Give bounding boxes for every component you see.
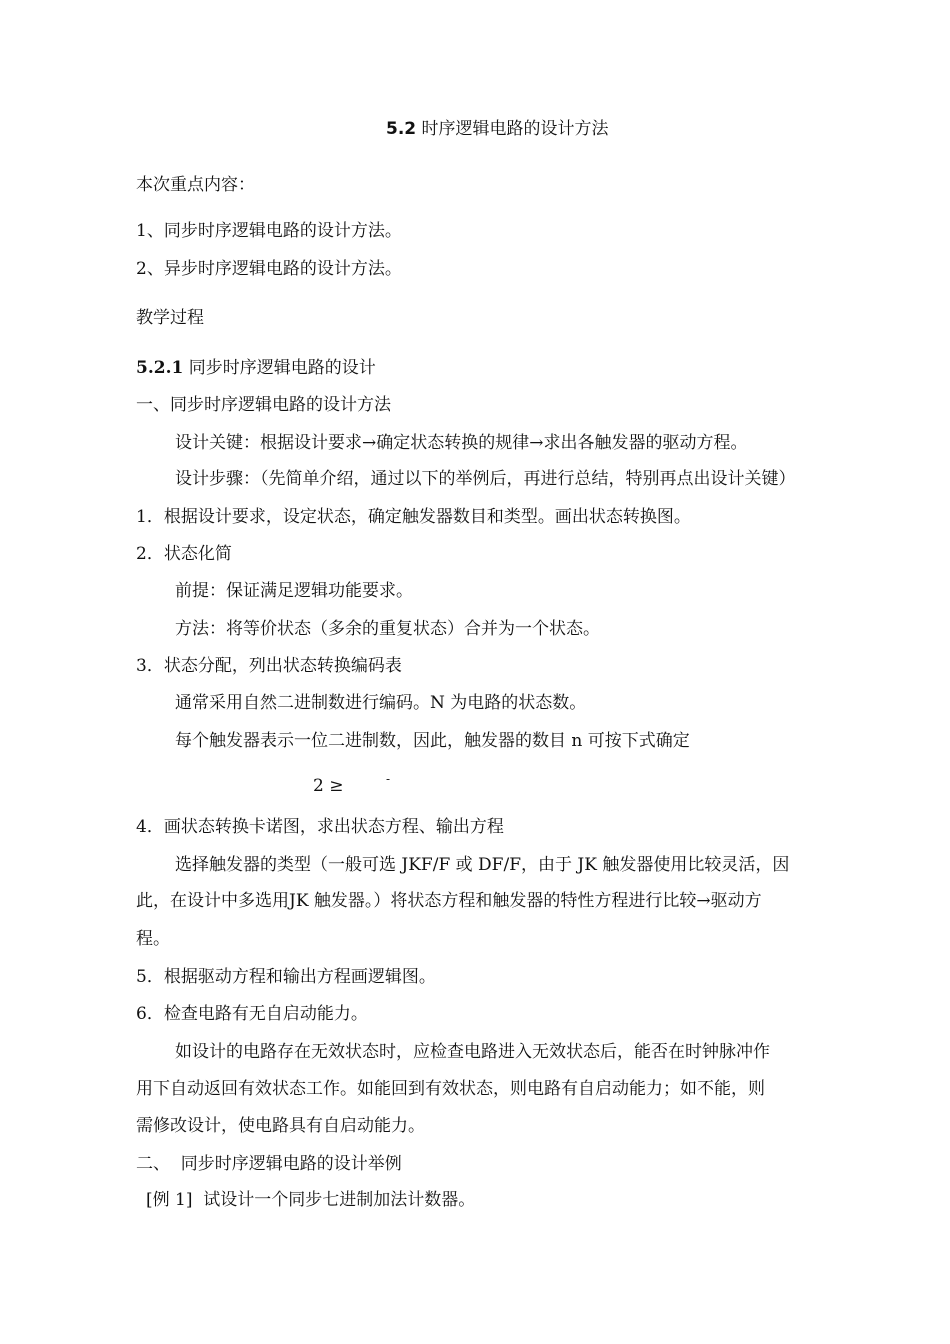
focus-item-1: 1、同步时序逻辑电路的设计方法。 [136, 221, 402, 241]
focus-item-2: 2、异步时序逻辑电路的设计方法。 [136, 259, 402, 279]
section-number: 5.2.1 [136, 358, 184, 378]
design-key: 设计关键：根据设计要求→确定状态转换的规律→求出各触发器的驱动方程。 [175, 433, 748, 453]
section-title: 同步时序逻辑电路的设计 [188, 358, 376, 378]
step-5: 5．根据驱动方程和输出方程画逻辑图。 [136, 967, 436, 987]
section-heading [136, 357, 376, 379]
step-4: 4．画状态转换卡诺图，求出状态方程、输出方程 [136, 817, 504, 837]
design-steps: 设计步骤：（先简单介绍，通过以下的举例后，再进行总结，特别再点出设计关键） [175, 469, 796, 489]
step-4-para-line-2: 此，在设计中多选用JK 触发器。）将状态方程和触发器的特性方程进行比较→驱动方 [136, 891, 762, 911]
step-2-premise: 前提：保证满足逻辑功能要求。 [175, 581, 413, 601]
step-3-line-1: 通常采用自然二进制数进行编码。N 为电路的状态数。 [175, 693, 587, 713]
example-1: [例 1] 试设计一个同步七进制加法计数器。 [146, 1190, 476, 1210]
step-2: 2．状态化简 [136, 544, 232, 564]
process-heading: 教学过程 [136, 308, 204, 328]
title-text: 时序逻辑电路的设计方法 [421, 119, 609, 139]
part1-heading: 一、同步时序逻辑电路的设计方法 [136, 395, 391, 415]
step-3-line-2: 每个触发器表示一位二进制数，因此，触发器的数目 n 可按下式确定 [175, 731, 690, 751]
step-6-para-line-2: 用下自动返回有效状态工作。如能回到有效状态，则电路有自启动能力；如不能，则 [136, 1079, 765, 1099]
step-6-para-line-3: 需修改设计，使电路具有自启动能力。 [136, 1116, 425, 1136]
title-number: 5.2 [386, 119, 417, 139]
focus-heading: 本次重点内容： [136, 175, 255, 195]
step-4-para-line-3: 程。 [136, 929, 170, 949]
step-3: 3．状态分配，列出状态转换编码表 [136, 656, 402, 676]
step-2-method: 方法：将等价状态（多余的重复状态）合并为一个状态。 [175, 619, 600, 639]
step-1: 1．根据设计要求，设定状态，确定触发器数目和类型。画出状态转换图。 [136, 507, 691, 527]
page-title [386, 118, 609, 140]
part2-heading: 二、 同步时序逻辑电路的设计举例 [136, 1154, 402, 1174]
step-6-para-line-1: 如设计的电路存在无效状态时，应检查电路进入无效状态后，能否在时钟脉冲作 [175, 1042, 770, 1062]
step-6: 6．检查电路有无自启动能力。 [136, 1004, 368, 1024]
formula-mark: - [386, 772, 391, 786]
formula: 2 ≥ [313, 776, 344, 796]
step-4-para-line-1: 选择触发器的类型（一般可选 JKF/F 或 DF/F，由于 JK 触发器使用比较灵活，因 [175, 855, 790, 875]
